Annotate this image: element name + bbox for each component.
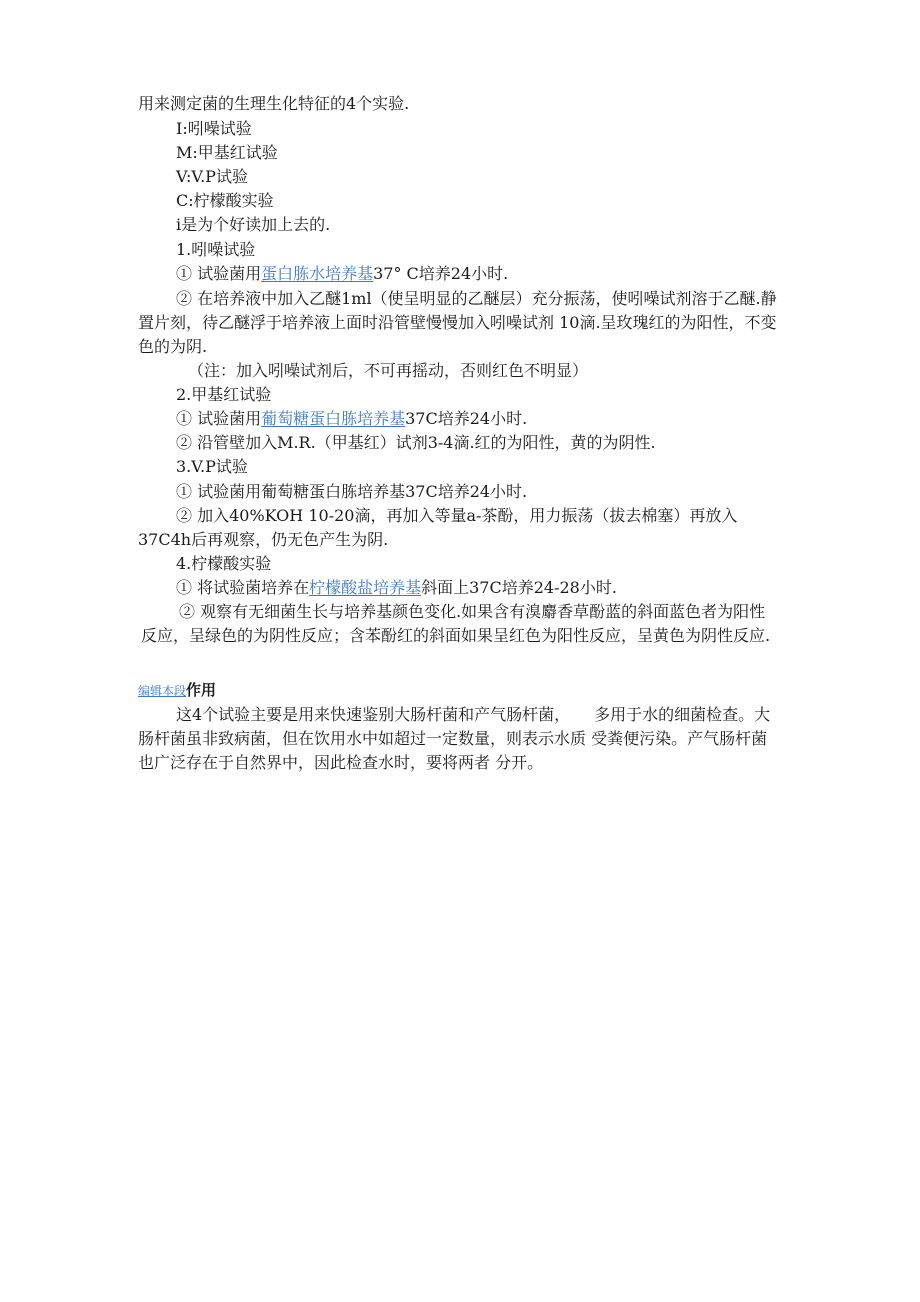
peptone-water-medium-link[interactable]: 蛋白胨水培养基 (261, 264, 374, 283)
section1-step1 (176, 262, 508, 286)
section2-step1 (176, 407, 527, 431)
section1-title: 1.吲噪试验 (176, 240, 256, 259)
section3-step1: ① 试验菌用葡萄糖蛋白胨培养基37C培养24小时. (176, 482, 528, 501)
section1-step1-pre: ① 试验菌用 (176, 264, 262, 283)
abbrev-note: i是为个好读加上去的. (176, 215, 331, 234)
section4-step1 (176, 576, 617, 600)
section3-step2: ② 加入40%KOH 10-20滴，再加入等量a-茶酚，用力振荡（拔去棉塞）再放入37C4h后再观察，仍无色产生为阴. (138, 506, 738, 549)
usage-body: 这4个试验主要是用来快速鉴别大肠杆菌和产气肠杆菌， 多用于水的细菌检查。大肠杆菌虽非致病菌，但在饮用水中如超过一定数量，则表示水质 受粪便污染。产气肠杆菌也广泛存在于自然界中，因此检查水时，要将两者 分开。 (138, 705, 771, 772)
section2-step1-post: 37C培养24小时. (405, 409, 528, 428)
glucose-peptone-medium-link[interactable]: 葡萄糖蛋白胨培养基 (261, 409, 406, 428)
section2-title: 2.甲基红试验 (176, 385, 272, 404)
intro-text: 用来测定菌的生理生化特征的4个实验. (138, 94, 410, 113)
section1-step1-post: 37° C培养24小时. (373, 264, 509, 283)
section3-title: 3.V.P试验 (176, 457, 248, 476)
usage-heading-row (138, 678, 216, 703)
section1-note: （注：加入吲噪试剂后，不可再摇动，否则红色不明显） (188, 361, 589, 380)
abbrev-v: V:V.P试验 (176, 167, 248, 186)
section4-step2: ② 观察有无细菌生长与培养基颜色变化.如果含有溴麝香草酚蓝的斜面蓝色者为阳性反应，呈绿色的为阴性反应；含苯酚红的斜面如果呈红色为阳性反应，呈黄色为阴性反应. (141, 602, 771, 645)
section4-title: 4.柠檬酸实验 (176, 554, 272, 573)
section4-step1-post: 斜面上37C培养24-28小时. (421, 578, 617, 597)
abbrev-i: I:吲噪试验 (176, 119, 252, 138)
section2-step1-pre: ① 试验菌用 (176, 409, 262, 428)
usage-heading: 作用 (186, 681, 217, 699)
section4-step1-pre: ① 将试验菌培养在 (176, 578, 310, 597)
section2-step2: ② 沿管壁加入M.R.（甲基红）试剂3-4滴.红的为阳性，黄的为阴性. (176, 433, 656, 452)
edit-section-link[interactable]: 编辑本段 (138, 684, 187, 698)
section1-step2: ② 在培养液中加入乙醚1ml（使呈明显的乙醚层）充分振荡，使吲噪试剂溶于乙醚.静置片刻，待乙醚浮于培养液上面时沿管壁慢慢加入吲噪试剂 10滴.呈玫瑰红的为阳性，不变色的为阴. (138, 289, 777, 356)
abbrev-c: C:柠檬酸实验 (176, 191, 274, 210)
citrate-medium-link[interactable]: 柠檬酸盐培养基 (309, 578, 422, 597)
abbrev-m: M:甲基红试验 (176, 143, 278, 162)
